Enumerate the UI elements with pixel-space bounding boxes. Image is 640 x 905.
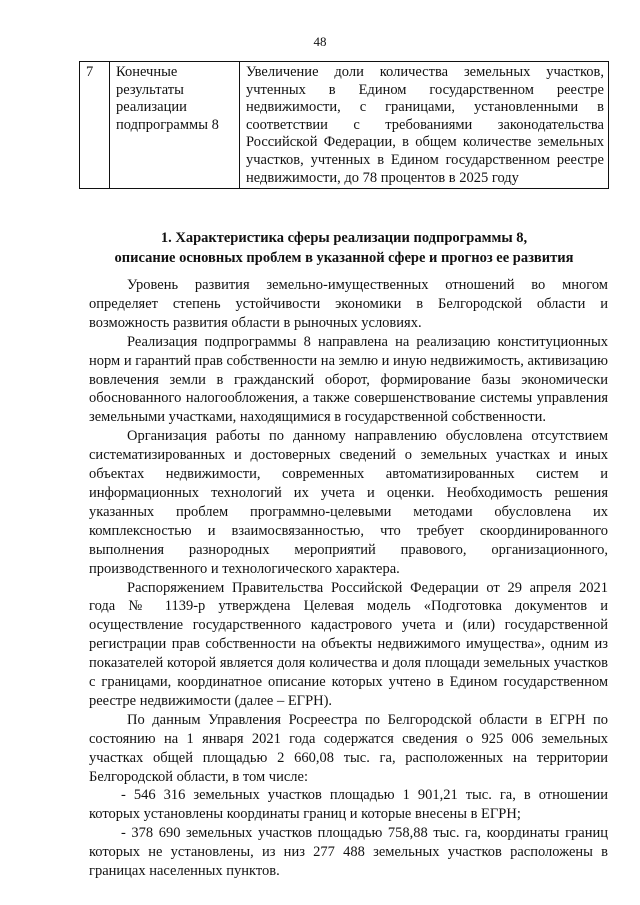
- paragraph: По данным Управления Росреестра по Белгородской области в ЕГРН по состоянию на 1 января 2021 года содержатся сведения о 925 006 земельных участках общей площадью 2 660,08 тыс. га, расположенных на территории Белгородской области, в том числе:: [89, 711, 608, 785]
- section-title-line-1: 1. Характеристика сферы реализации подпрограммы 8,: [160, 230, 528, 246]
- page-number: 48: [313, 34, 327, 49]
- row-text-cell: Увеличение доли количества земельных участков, учтенных в Едином государственном реестре недвижимости, с границами, установленными в соответствии с требованиями законодательства Российской Федерации, в общем количестве земельных участков, учтенных в Едином государственном реестре недвижимости, до 78 процентов в 2025 году: [240, 62, 609, 189]
- results-table: [79, 61, 609, 189]
- paragraph: Уровень развития земельно-имущественных отношений во многом определяет степень устойчивости экономики в Белгородской области и возможность развития области в рыночных условиях.: [89, 277, 608, 331]
- row-label-cell: Конечные результаты реализации подпрограммы 8: [110, 62, 240, 189]
- paragraph: Реализация подпрограммы 8 направлена на реализацию конституционных норм и гарантий прав собственности на землю и иную недвижимость, активизацию вовлечения земли в гражданский оборот, формирование базы экономически обоснованного налогообложения, а также совершенствование системы управления земельными участками, находящимися в государственной собственности.: [89, 333, 608, 426]
- section-title-line-2: описание основных проблем в указанной сфере и прогноз ее развития: [114, 250, 574, 266]
- table-row: [80, 62, 609, 189]
- row-number-cell: 7: [80, 62, 110, 189]
- list-item: - 378 690 земельных участков площадью 758,88 тыс. га, координаты границ которых не установлены, из низ 277 488 земельных участков расположены в границах населенных пунктов.: [89, 825, 608, 880]
- section-heading: [79, 228, 609, 268]
- list-item: - 546 316 земельных участков площадью 1 901,21 тыс. га, в отношении которых установлены координаты границ и которые внесены в ЕГРН;: [89, 787, 608, 823]
- body-text: [89, 276, 608, 881]
- paragraph: Организация работы по данному направлению обусловлена отсутствием систематизированных и достоверных сведений о земельных участках и иных объектах недвижимости, современных автоматизированных систем и информационных технологий их учета и оценки. Необходимость решения указанных проблем программно-целевыми методами обусловлена их комплексностью и взаимосвязанностью, что требует скоординированного выполнения разнородных мероприятий правового, организационного, производственного и технологического характера.: [89, 428, 608, 577]
- paragraph: Распоряжением Правительства Российской Федерации от 29 апреля 2021 года № 1139-р утверждена Целевая модель «Подготовка документов и осуществление государственного кадастрового учета и (или) государственной регистрации прав собственности на объекты недвижимого имущества», одним из показателей которой является доля количества и доля площади земельных участков с границами, координатное описание которых учтено в Едином государственном реестре недвижимости (далее – ЕГРН).: [89, 579, 608, 709]
